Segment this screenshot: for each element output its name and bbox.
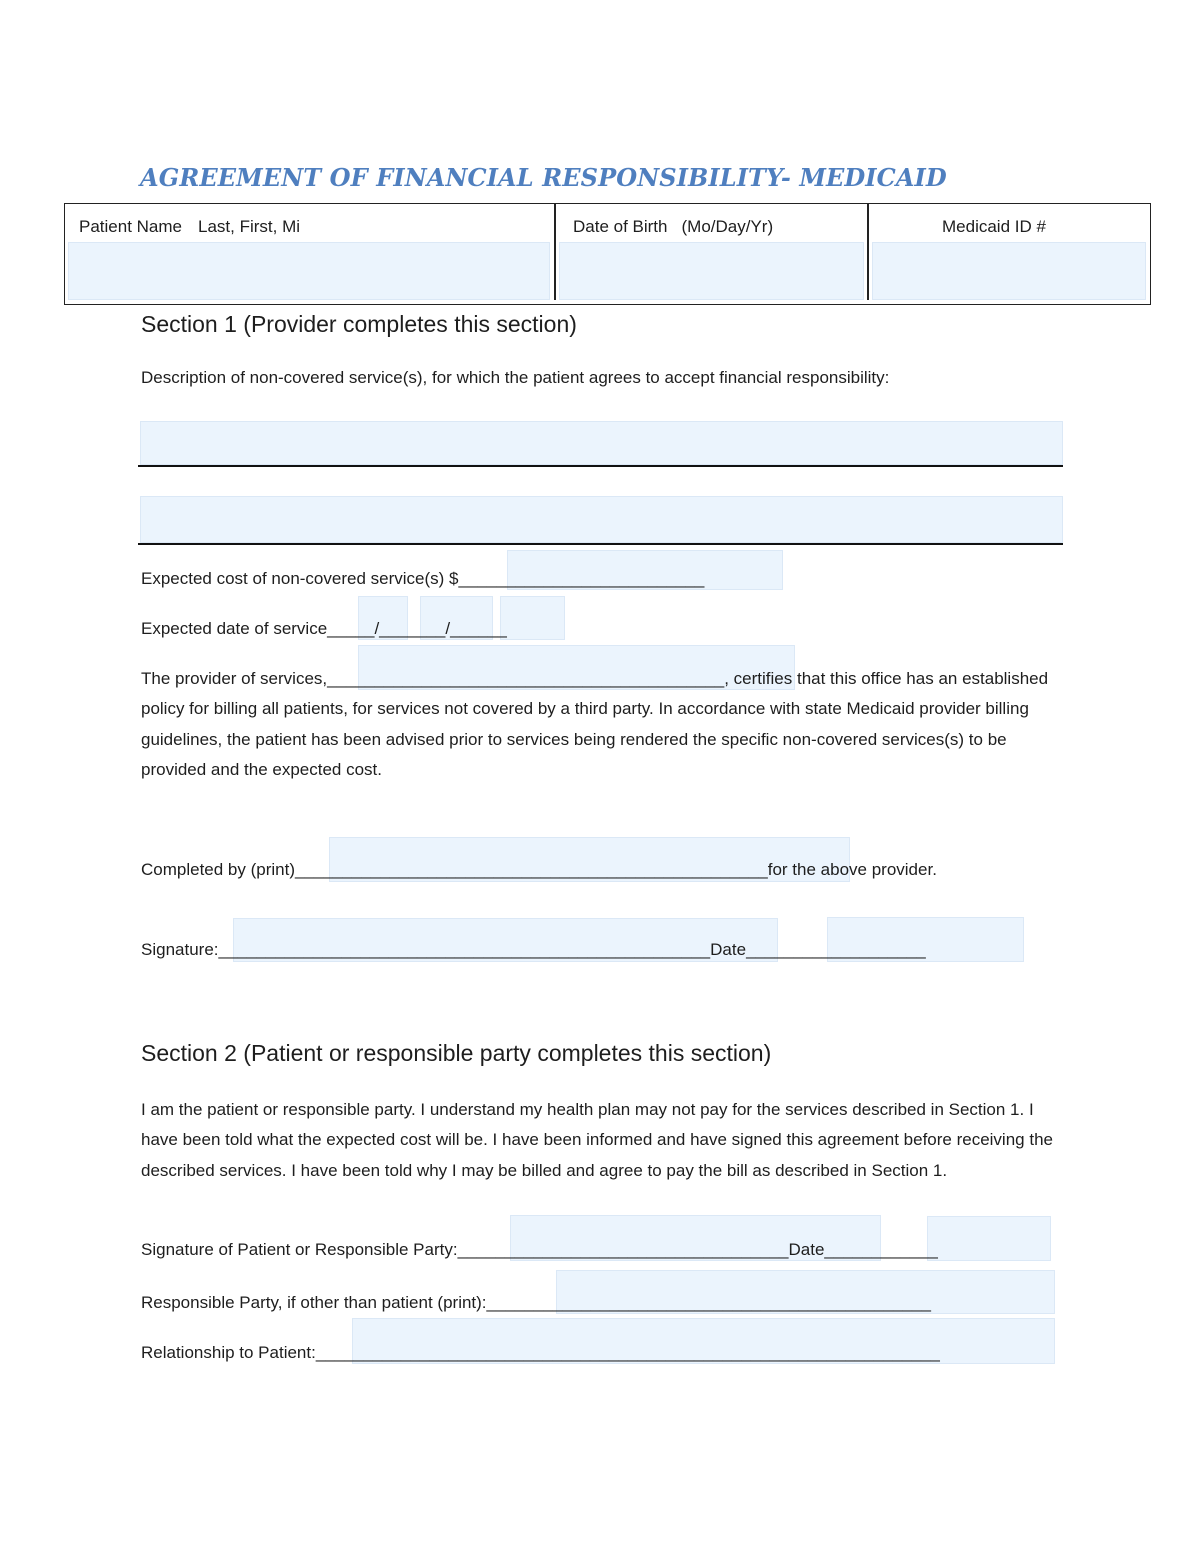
- dob-field[interactable]: [559, 242, 864, 300]
- completed-by-suffix: for the above provider.: [767, 860, 937, 879]
- patient-name-header: [79, 217, 300, 237]
- relationship-row: [141, 1343, 940, 1363]
- provider-signature-row: [141, 940, 926, 960]
- patient-date-blank: ____________: [824, 1240, 938, 1259]
- expected-date-row: [141, 619, 507, 639]
- patient-name-field[interactable]: [68, 242, 550, 300]
- completed-by-blank: __________________________________________________: [295, 860, 768, 879]
- provider-paragraph: [141, 664, 1071, 785]
- patient-signature-blank: ___________________________________: [457, 1240, 789, 1259]
- provider-blank: __________________________________________: [327, 669, 725, 688]
- provider-date-label: Date: [710, 940, 747, 959]
- column-divider: [867, 204, 869, 300]
- section1-heading: Section 1 (Provider completes this section): [141, 311, 577, 337]
- description-line-2: [138, 543, 1063, 545]
- signature-label: Signature:: [141, 940, 219, 959]
- provider-prefix: The provider of services,: [141, 669, 328, 688]
- responsible-party-label: Responsible Party, if other than patient (print):: [141, 1293, 487, 1312]
- patient-signature-row: [141, 1240, 938, 1260]
- completed-by-row: [141, 860, 937, 880]
- medicaid-id-field[interactable]: [872, 242, 1146, 300]
- patient-name-label: Patient Name: [79, 217, 182, 236]
- signature-blank: ____________________________________________________: [218, 940, 711, 959]
- expected-cost-label: Expected cost of non-covered service(s) $: [141, 569, 459, 588]
- description-field-2[interactable]: [140, 496, 1063, 543]
- patient-date-field[interactable]: [927, 1216, 1051, 1261]
- description-line-1: [138, 465, 1063, 467]
- relationship-label: Relationship to Patient:: [141, 1343, 316, 1362]
- provider-paragraph-rest: an established policy for billing all patients, for services not covered by a third party. In accordance with state Medicaid provider billing guidelines, the patient has been advised prior to services being rendered the specific non-covered services(s) to be provided and the expected cost.: [141, 669, 1049, 779]
- section2-heading: Section 2 (Patient or responsible party completes this section): [141, 1040, 772, 1066]
- patient-signature-label: Signature of Patient or Responsible Party:: [141, 1240, 458, 1259]
- section2-paragraph: I am the patient or responsible party. I understand my health plan may not pay for the services described in Section 1. I have been told what the expected cost will be. I have been informed and have signed this agreement before receiving the described services. I have been told why I may be billed and agree to pay the bill as described in Section 1.: [141, 1100, 1053, 1180]
- dob-hint: (Mo/Day/Yr): [681, 217, 774, 236]
- dob-label: Date of Birth: [573, 217, 668, 236]
- provider-date-blank: ___________________: [746, 940, 926, 959]
- provider-suffix: , certifies that this office has: [724, 669, 934, 688]
- completed-by-label: Completed by (print): [141, 860, 296, 879]
- expected-cost-row: [141, 569, 704, 589]
- expected-date-label: Expected date of service: [141, 619, 328, 638]
- responsible-party-row: [141, 1293, 931, 1313]
- column-divider: [554, 204, 556, 300]
- patient-info-table: [64, 203, 1151, 305]
- description-label: Description of non-covered service(s), for which the patient agrees to accept financial responsibility:: [141, 368, 890, 387]
- patient-date-label: Date: [788, 1240, 825, 1259]
- patient-name-hint: Last, First, Mi: [198, 217, 301, 236]
- form-title: AGREEMENT OF FINANCIAL RESPONSIBILITY- MEDICAID: [140, 163, 947, 192]
- medicaid-id-label: Medicaid ID #: [942, 217, 1046, 236]
- description-field-1[interactable]: [140, 421, 1063, 465]
- responsible-party-blank: _______________________________________________: [486, 1293, 931, 1312]
- dob-header: [573, 217, 773, 237]
- expected-date-blank: _____/_______/______: [327, 619, 507, 638]
- relationship-blank: __________________________________________________________________: [315, 1343, 940, 1362]
- expected-cost-blank: __________________________: [458, 569, 705, 588]
- expected-date-year-field[interactable]: [500, 596, 565, 640]
